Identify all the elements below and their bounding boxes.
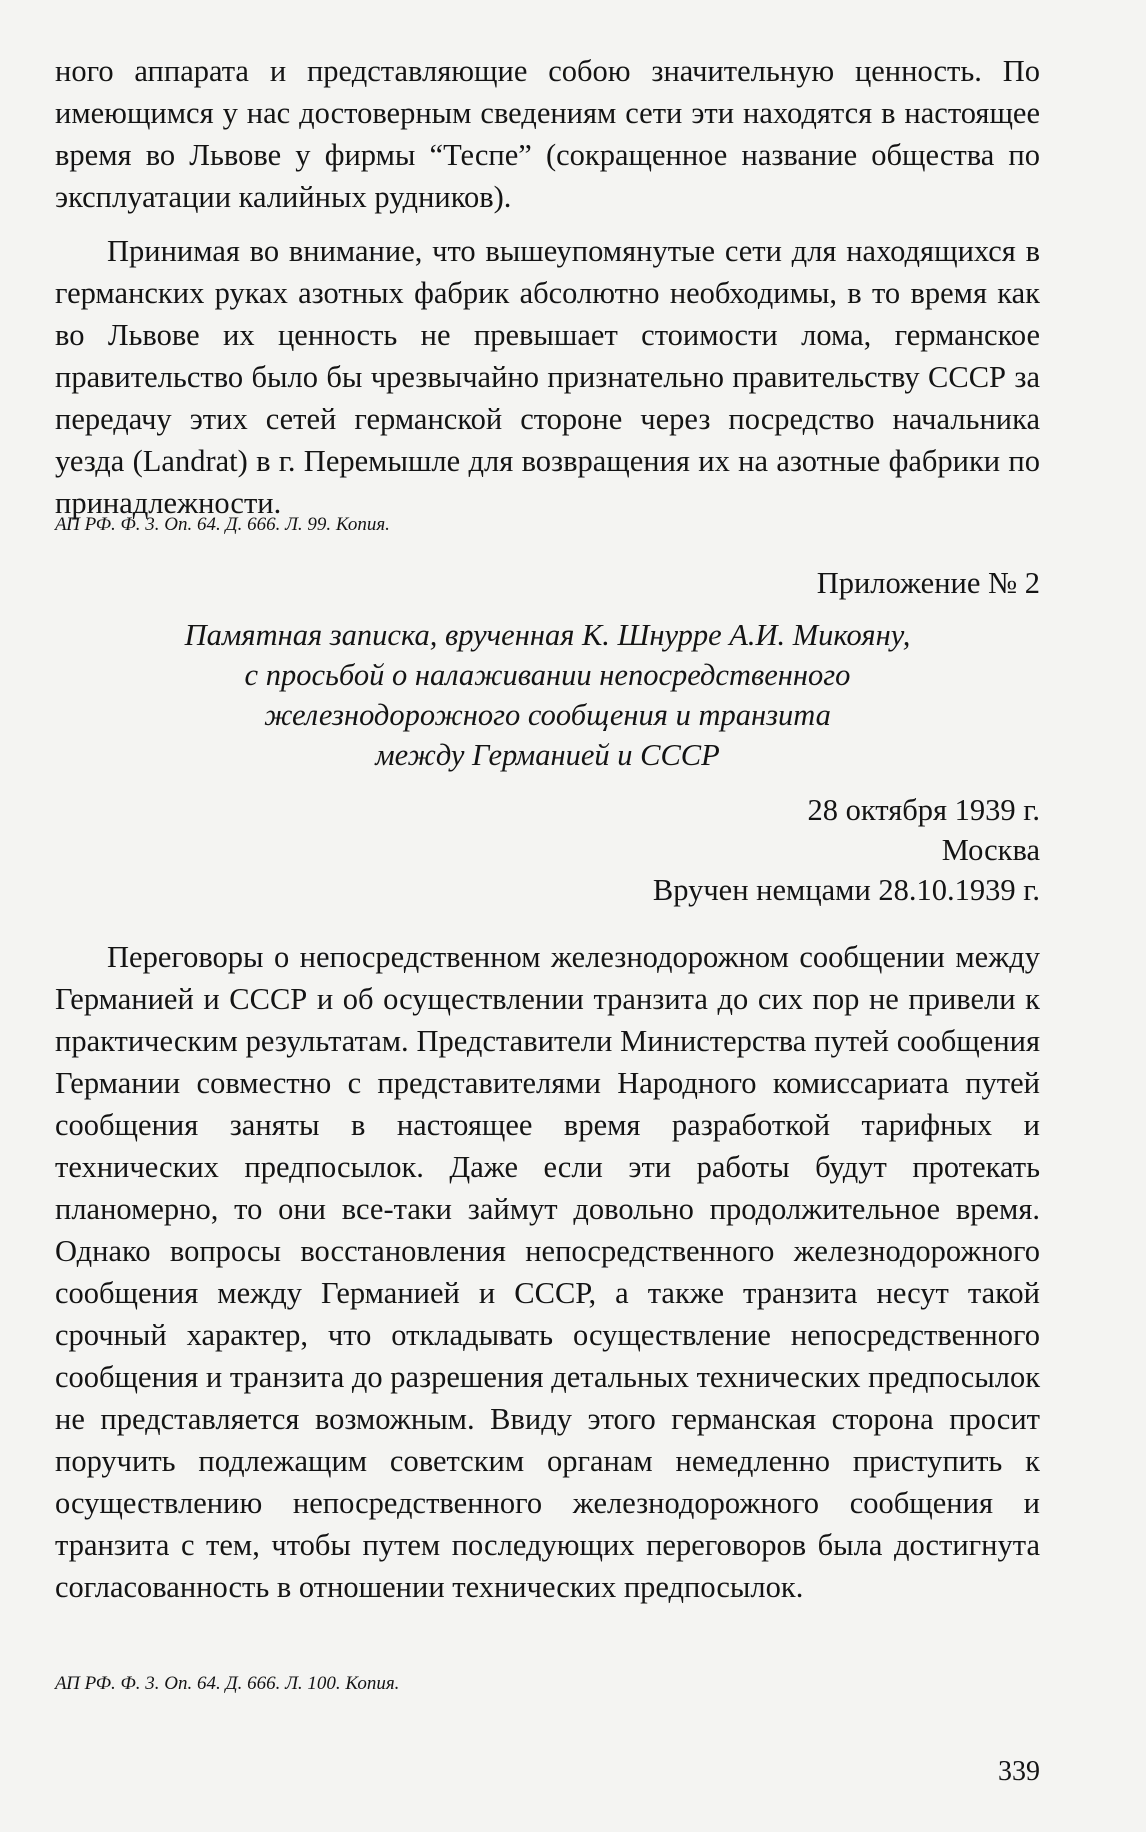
page-number: 339: [998, 1756, 1040, 1787]
dateline-block: [55, 790, 1040, 910]
archive-source-note-2: АП РФ. Ф. 3. Оп. 64. Д. 666. Л. 100. Копия.: [55, 1673, 400, 1694]
document-title-line-2: с просьбой о налаживании непосредственного: [244, 658, 851, 692]
document-title-line-1: Памятная записка, врученная К. Шнурре А.И. Микояну,: [184, 618, 911, 652]
paragraph-continued: ного аппарата и представляющие собою значительную ценность. По имеющимся у нас достоверным сведениям сети эти находятся в настоящее время во Львове у фирмы “Теспе” (сокращенное название общества по эксплуатации калийных рудников).: [55, 54, 1040, 214]
document-title-line-4: между Германией и СССР: [375, 738, 720, 772]
archive-source-note: АП РФ. Ф. 3. Оп. 64. Д. 666. Л. 99. Копия.: [55, 514, 390, 535]
source-note-2-block: [55, 1672, 1040, 1696]
source-note-1-block: [55, 513, 1040, 537]
document-title-line-3: железнодорожного сообщения и транзита: [264, 698, 831, 732]
document-place: Москва: [941, 833, 1040, 867]
paragraph-request: Принимая во внимание, что вышеупомянутые сети для находящихся в германских руках азотных фабрик абсолютно необходимы, в то время как во Львове их ценность не превышает стоимости лома, германское правительство было бы чрезвычайно признательно правительству СССР за передачу этих сетей германской стороне через посредство начальника уезда (Landrat) в г. Перемышле для возвращения их на азотные фабрики по принадлежности.: [55, 234, 1040, 520]
document-date: 28 октября 1939 г.: [807, 793, 1040, 827]
memo-body-block: [55, 936, 1040, 1608]
memo-body-paragraph: Переговоры о непосредственном железнодорожном сообщении между Германией и СССР и об осуществлении транзита до сих пор не привели к практическим результатам. Представители Министерства путей сообщения Германии совместно с представителями Народного комиссариата путей сообщения заняты в настоящее время разработкой тарифных и технических предпосылок. Даже если эти работы будут протекать планомерно, то они все-таки займут довольно продолжительное время. Однако вопросы восстановления непосредственного железнодорожного сообщения между Германией и СССР, а также транзита несут такой срочный характер, что откладывать осуществление непосредственного сообщения и транзита до разрешения детальных технических предпосылок не представляется возможным. Ввиду этого германская сторона просит поручить подлежащим советским органам немедленно приступить к осуществлению непосредственного железнодорожного сообщения и транзита с тем, чтобы путем последующих переговоров была достигнута согласованность в отношении технических предпосылок.: [55, 940, 1041, 1604]
top-text-block: [55, 50, 1040, 524]
appendix-header-block: [55, 563, 1040, 603]
document-title-block: [55, 615, 1040, 775]
appendix-label: Приложение № 2: [816, 566, 1040, 600]
delivered-note: Вручен немцами 28.10.1939 г.: [652, 873, 1040, 907]
